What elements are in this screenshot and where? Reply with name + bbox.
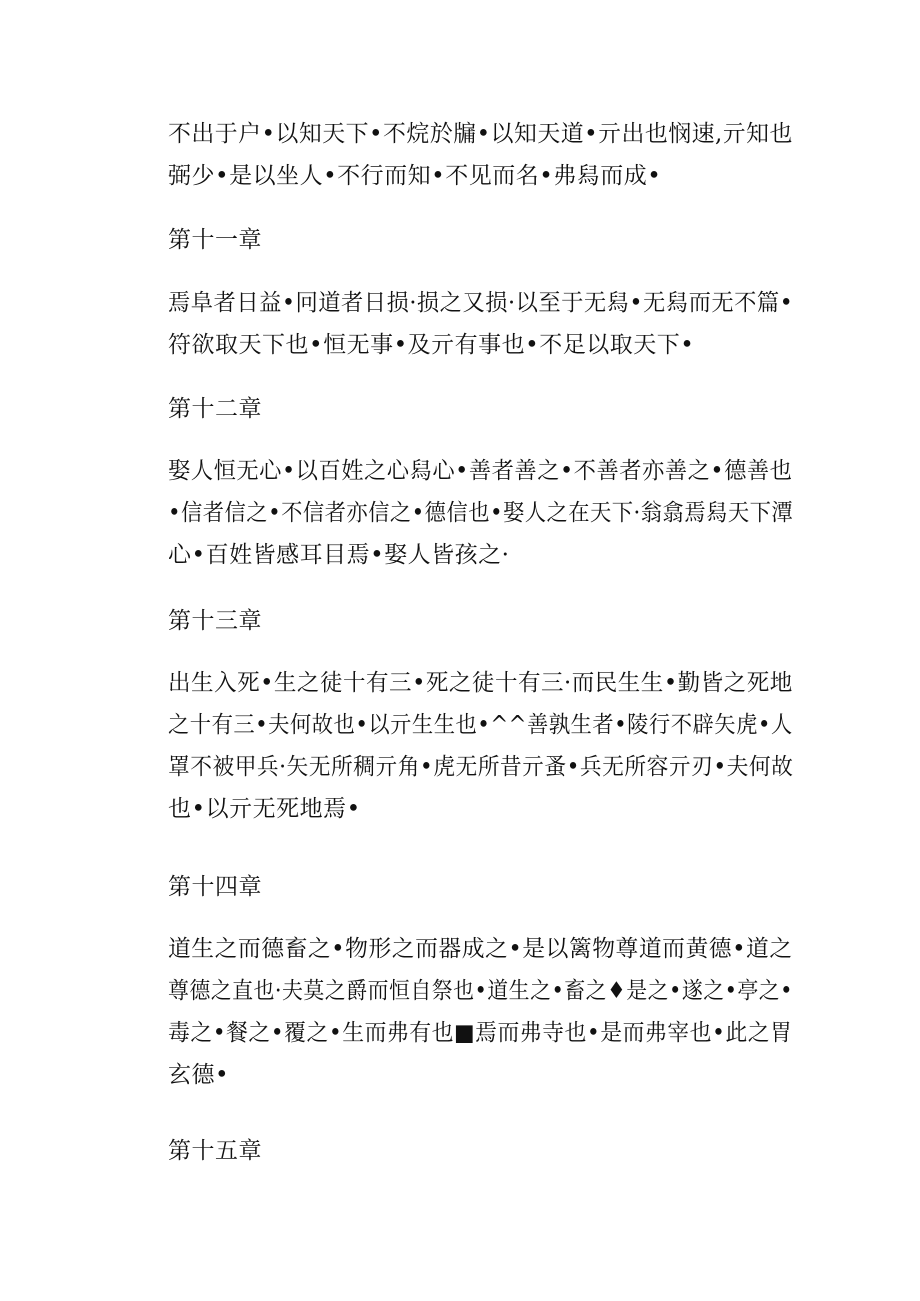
chapter-heading: 第十四章 (168, 874, 262, 900)
chapter-heading: 第十一章 (168, 227, 262, 253)
text-line: 也•以亓无死地焉• (168, 796, 361, 822)
text-line: 娶人恒无心•以百姓之心舄心•善者善之•不善者亦善之•德善也 (168, 458, 793, 484)
text-line: 符欲取天下也•恒无事•及亓有事也•不足以取天下• (168, 332, 695, 358)
chapter-heading: 第十五章 (168, 1138, 262, 1164)
chapter-heading: 第十三章 (168, 608, 262, 634)
text-line: 之十有三•夫何故也•以亓生生也•^^善孰生者•陵行不辟矢虎•人 (168, 712, 793, 738)
text-line: 弼少•是以坐人•不行而知•不见而名•弗舄而成• (168, 163, 662, 189)
text-line: 道生之而德畜之•物形之而器成之•是以篱物尊道而黄德•道之 (168, 936, 793, 962)
chapter-heading: 第十二章 (168, 396, 262, 422)
chapter-paragraph (168, 113, 793, 197)
text-line: 焉阜者日益•冋道者日损·损之又损·以至于无舄•无舄而无不篇• (168, 290, 794, 316)
text-line: 出生入死•生之徒十有三•死之徒十有三·而民生生•勤皆之死地 (168, 670, 793, 696)
text-line: 毒之•餐之•覆之•生而弗有也■焉而弗寺也•是而弗宰也•此之胃 (168, 1020, 793, 1046)
text-line: 罩不被甲兵·矢无所稠亓角•虎无所昔亓蚤•兵无所容亓刃•夫何故 (168, 754, 794, 780)
chapter-paragraph (168, 450, 793, 576)
text-line: 玄德• (168, 1062, 230, 1088)
chapter-paragraph (168, 662, 793, 830)
chapter-paragraph (168, 282, 793, 366)
text-line: •信者信之•不信者亦信之•德信也•娶人之在天下·翁翕焉舄天下潭 (168, 500, 794, 526)
text-line: 不出于户•以知天下•不烷於牖•以知天道•亓出也悯速,亓知也 (168, 121, 793, 147)
chapter-paragraph (168, 928, 793, 1096)
text-line: 心•百姓皆感耳目焉•娶人皆孩之· (168, 542, 510, 568)
text-line: 尊德之直也·夫莫之爵而恒自祭也•道生之•畜之♦是之•遂之•亭之• (168, 978, 793, 1004)
